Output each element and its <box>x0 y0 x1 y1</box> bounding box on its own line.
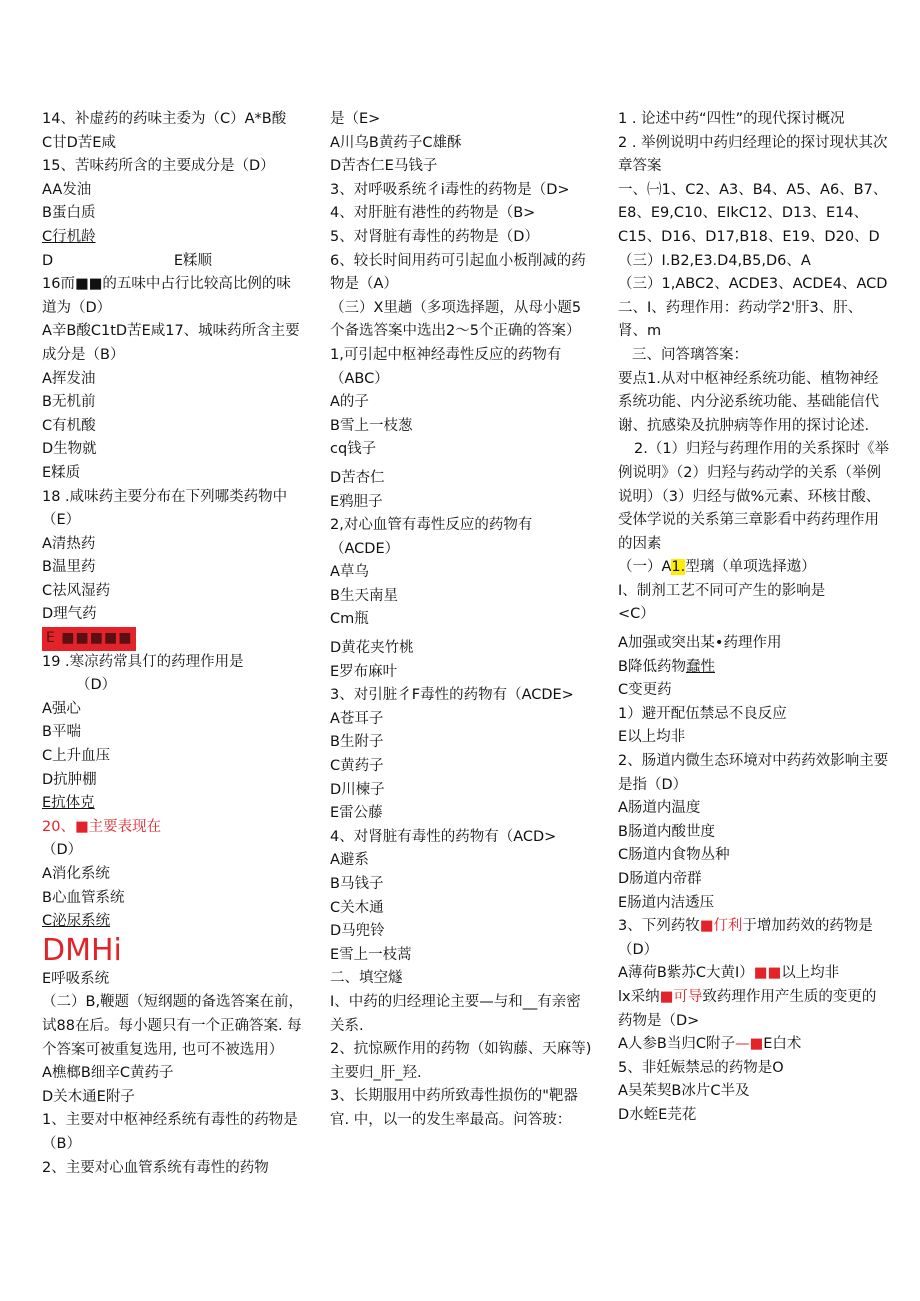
ch3-q4-options: A人参B当归C附子—■E白术 <box>618 1036 802 1053</box>
q15: 15、苦味药所含的主要成分是（D） <box>42 158 275 175</box>
q17-opt-b: B无机前 <box>42 394 96 411</box>
section-x-q1: 1,可引起中枢神经毒性反应的药物有（ABC） <box>330 346 562 387</box>
section-x-q4-opt-a: A避系 <box>330 852 369 869</box>
ch3-q1: I、制剂工艺不同可产生的影响是 <box>618 582 826 599</box>
ch3-q1-opt-c: C变更药 <box>618 682 672 699</box>
section-b-options-2: D关木通E附子 <box>42 1088 135 1105</box>
section-x-q3-opt-a: A苍耳子 <box>330 710 384 727</box>
section-x-q4-opt-c: C关木通 <box>330 899 384 916</box>
section-x-q4: 4、对肾脏有毒性的药物有（ACD> <box>330 828 557 845</box>
section-x-q3-opt-e: E雷公藤 <box>330 805 383 822</box>
ch3-q1-opt-d: 1）避开配伍禁忌不良反应 <box>618 705 787 722</box>
section-b-options-1: A樵榔B细辛C黄药子 <box>42 1065 174 1082</box>
q20-opt-a: A消化系统 <box>42 866 110 882</box>
answers-essay-1: 要点1.从对中枢神经系统功能、植物神经系统功能、内分泌系统功能、基础能信代谢、抗感染及抗肿病等作用的探讨论述. <box>618 370 879 434</box>
ch3-q2: 2、肠道内微生态环境对中药药效影响主要是指（D） <box>618 753 889 793</box>
q15-opt-de <box>42 250 212 274</box>
section-x-q2-opt-b: B生天南星 <box>330 587 398 604</box>
section-x-q1-opt-e: E鸦胆子 <box>330 493 383 510</box>
ch3-q2-opt-d: D肠道内帝群 <box>618 871 702 887</box>
fill-in-heading: 二、填空燧 <box>330 970 403 987</box>
section-b-group2-options-1: A川乌B黄药子C雄酥 <box>330 134 462 151</box>
ch3-q1-answer: <C） <box>618 606 655 623</box>
section-b-q4: 4、对肝脏有港性的药物是（B> <box>330 205 536 222</box>
q20-answer: （D） <box>42 842 83 859</box>
ch3-q2-opt-e: E肠道内洁透压 <box>618 894 715 911</box>
q14-options: C甘D苦E咸 <box>42 134 116 151</box>
ch3-section-a-heading: （一）A1.型璃（单项选择遨） <box>618 559 816 576</box>
answers-fill-in: 二、I、药理作用：药动学2'肝3、肝、肾、m <box>618 299 863 340</box>
fill-in-q1: I、中药的归经理论主要—与和__有亲密关系. <box>330 993 581 1034</box>
q19-opt-a: A强心 <box>42 700 81 717</box>
answers-section-1: 一、㈠1、C2、A3、B4、A5、A6、B7、E8、E9,C10、EIkC12、D13、E14、C15、D16、D17,B18、E19、D20、D <box>618 181 888 245</box>
ch3-q3: 3、下列药牧■仃利于增加药效的药物是（D） <box>618 918 873 958</box>
section-x-q3-opt-c: C黄药子 <box>330 758 384 775</box>
q18-opt-c: C祛风湿药 <box>42 582 111 599</box>
q19-answer: （D） <box>76 677 117 694</box>
answers-section-b: （三）I.B2,E3.D4,B5,D6、A <box>618 252 811 269</box>
section-b-group2-options-2: D苦杏仁E马钱子 <box>330 158 438 175</box>
section-b-q3: 3、对呼吸系统彳i毒性的药物是（D> <box>330 181 570 198</box>
right-column <box>618 108 890 1128</box>
answers-section-x: （三）1,ABC2、ACDE3、ACDE4、ACD <box>618 276 888 293</box>
q18-opt-e-redacted: E ■■■■■ <box>42 627 136 651</box>
q17-opt-a: A挥发油 <box>42 370 96 387</box>
section-x-q1-opt-b: B雪上一枝葱 <box>330 417 413 434</box>
q20-opt-c: C泌尿系统 <box>42 913 111 930</box>
q17-opt-d: D生物就 <box>42 441 97 458</box>
fill-in-q2: 2、抗惊厥作用的药物（如钩藤、天麻等)主要归_肝_羟. <box>330 1041 592 1081</box>
q16: 16而■■的五味中占行比较高比例的味道为（D） <box>42 276 291 316</box>
section-x-heading: （三）X里趟（多项选择题，从母小题5个备选答案中选出2～5个正确的答案） <box>330 299 582 340</box>
q14: 14、补虚药的药味主委为（C）A*B酸 <box>42 111 287 127</box>
q15-opt-a: AA发油 <box>42 181 92 198</box>
highlighted-text: 1. <box>671 559 686 576</box>
ch3-q2-opt-a: A肠道内温度 <box>618 800 701 817</box>
section-x-q2-opt-a: A草乌 <box>330 564 369 581</box>
q20-opt-d-large: DMHi <box>42 932 122 968</box>
ch3-q1-opt-e: E以上均非 <box>618 729 686 746</box>
q18-opt-b: B温里药 <box>42 559 96 576</box>
q20-opt-b: B心血管系统 <box>42 889 125 906</box>
ch3-q4: lx采纳■可导致药理作用产生质的变更的药物是（D> <box>618 988 877 1029</box>
ch3-q2-opt-c: C肠道内食物丛种 <box>618 847 730 864</box>
section-x-q2-opt-c: Cm瓶 <box>330 611 369 628</box>
ch3-q5: 5、非妊娠禁忌的药物是O <box>618 1059 784 1076</box>
q15-opt-b: B蛋白质 <box>42 205 96 222</box>
q16-options: A辛B酸C1tD苦E咸17、城味药所含主要成分是（B） <box>42 323 300 363</box>
ch3-q3-options: A薄荷B紫苏C大黄I）■■以上均非 <box>618 965 840 982</box>
q19-opt-e: E抗体克 <box>42 795 95 812</box>
ch3-q2-opt-b: B肠道内酸世度 <box>618 823 715 840</box>
q19: 19 .寒凉药常具仃的药理作用是 <box>42 653 244 670</box>
answers-essay-2-chapter3: 2.（1）归羟与药理作用的关系探时《举例说明》（2）归羟与药动学的关系（举例说明）（3）归经与做%元素、环核甘酸、受体学说的关系第三章影看中药药理作用的因素 <box>618 441 890 552</box>
section-b-heading: （二）B,鞭题（短纲题的备选答案在前，试88在后。每小题只有一个正确答案. 每个答案可被重复选用, 也可不被选用） <box>42 994 304 1058</box>
section-x-q2: 2,对心血管有毒性反应的药物有（ACDE） <box>330 517 533 557</box>
section-b-q6: 6、较长时间用药可引起血小板削减的药物是（A） <box>330 252 586 293</box>
section-x-q1-opt-d: D苦杏仁 <box>330 469 385 486</box>
q18-opt-d: D理气药 <box>42 606 97 623</box>
q19-opt-b: B平喘 <box>42 724 81 741</box>
q19-opt-d: D抗肿棚 <box>42 771 97 788</box>
q15-opt-c: C行机龄 <box>42 228 96 245</box>
answers-essay-heading: 三、问答璃答案： <box>632 346 748 363</box>
section-x-q4-opt-b: B马钱子 <box>330 876 384 892</box>
ch3-q1-opt-a: A加强或突出某•药理作用 <box>618 635 782 652</box>
section-x-q4-opt-e: E雪上一枝蒿 <box>330 946 412 963</box>
left-column <box>42 108 304 1180</box>
q20: 20、■主要表现在 <box>42 818 162 835</box>
section-x-q3: 3、对引脏彳F毒性的药物有（ACDE> <box>330 687 574 704</box>
section-b-q5: 5、对肾脏有毒性的药物是（D） <box>330 228 539 245</box>
section-x-q4-opt-d: D马兜铃 <box>330 923 385 940</box>
ch3-q1-opt-b: B降低药物蠢性 <box>618 658 715 675</box>
section-x-q1-opt-a: A的子 <box>330 394 369 411</box>
q17-opt-c: C有机酸 <box>42 417 96 434</box>
q17-opt-e: E糅质 <box>42 464 81 481</box>
fill-in-q3: 3、长期服用中药所致毒性损伤的"靶器官. 中，以一的发生率最高。问答玻： <box>330 1088 578 1128</box>
q20-opt-e: E呼吸系统 <box>42 970 110 987</box>
section-b-q2: 2、主要对心血管系统有毒性的药物 <box>42 1159 269 1176</box>
q15-opt-e: E糅顺 <box>173 252 212 269</box>
q15-opt-d: D <box>42 252 54 269</box>
essay-q1: 1 . 论述中药“四性”的现代探讨概况 <box>618 111 845 127</box>
middle-column <box>330 108 592 1133</box>
section-x-q2-opt-d: D黄花夹竹桃 <box>330 640 414 657</box>
section-x-q3-opt-d: D川楝子 <box>330 781 385 798</box>
essay-q2: 2 . 举例说明中药归经理论的探讨现状其次章答案 <box>618 134 888 175</box>
ch3-q5-options-1: A吴茱契B冰片C半及 <box>618 1083 750 1100</box>
ch3-q5-options-2: D水蛭E芫花 <box>618 1106 697 1123</box>
q18: 18 .咸味药主要分布在下列哪类药物中（E） <box>42 488 288 529</box>
section-b-q1: 1、主要对中枢神经系统有毒性的药物是（B） <box>42 1112 298 1152</box>
q18-opt-a: A清热药 <box>42 535 96 552</box>
section-b-q2-answer: 是（E> <box>330 111 381 127</box>
section-x-q2-opt-e: E罗布麻叶 <box>330 663 398 680</box>
q19-opt-c: C上升血压 <box>42 748 111 765</box>
section-x-q3-opt-b: B生附子 <box>330 734 384 751</box>
section-x-q1-opt-c: cq钱子 <box>330 441 377 458</box>
